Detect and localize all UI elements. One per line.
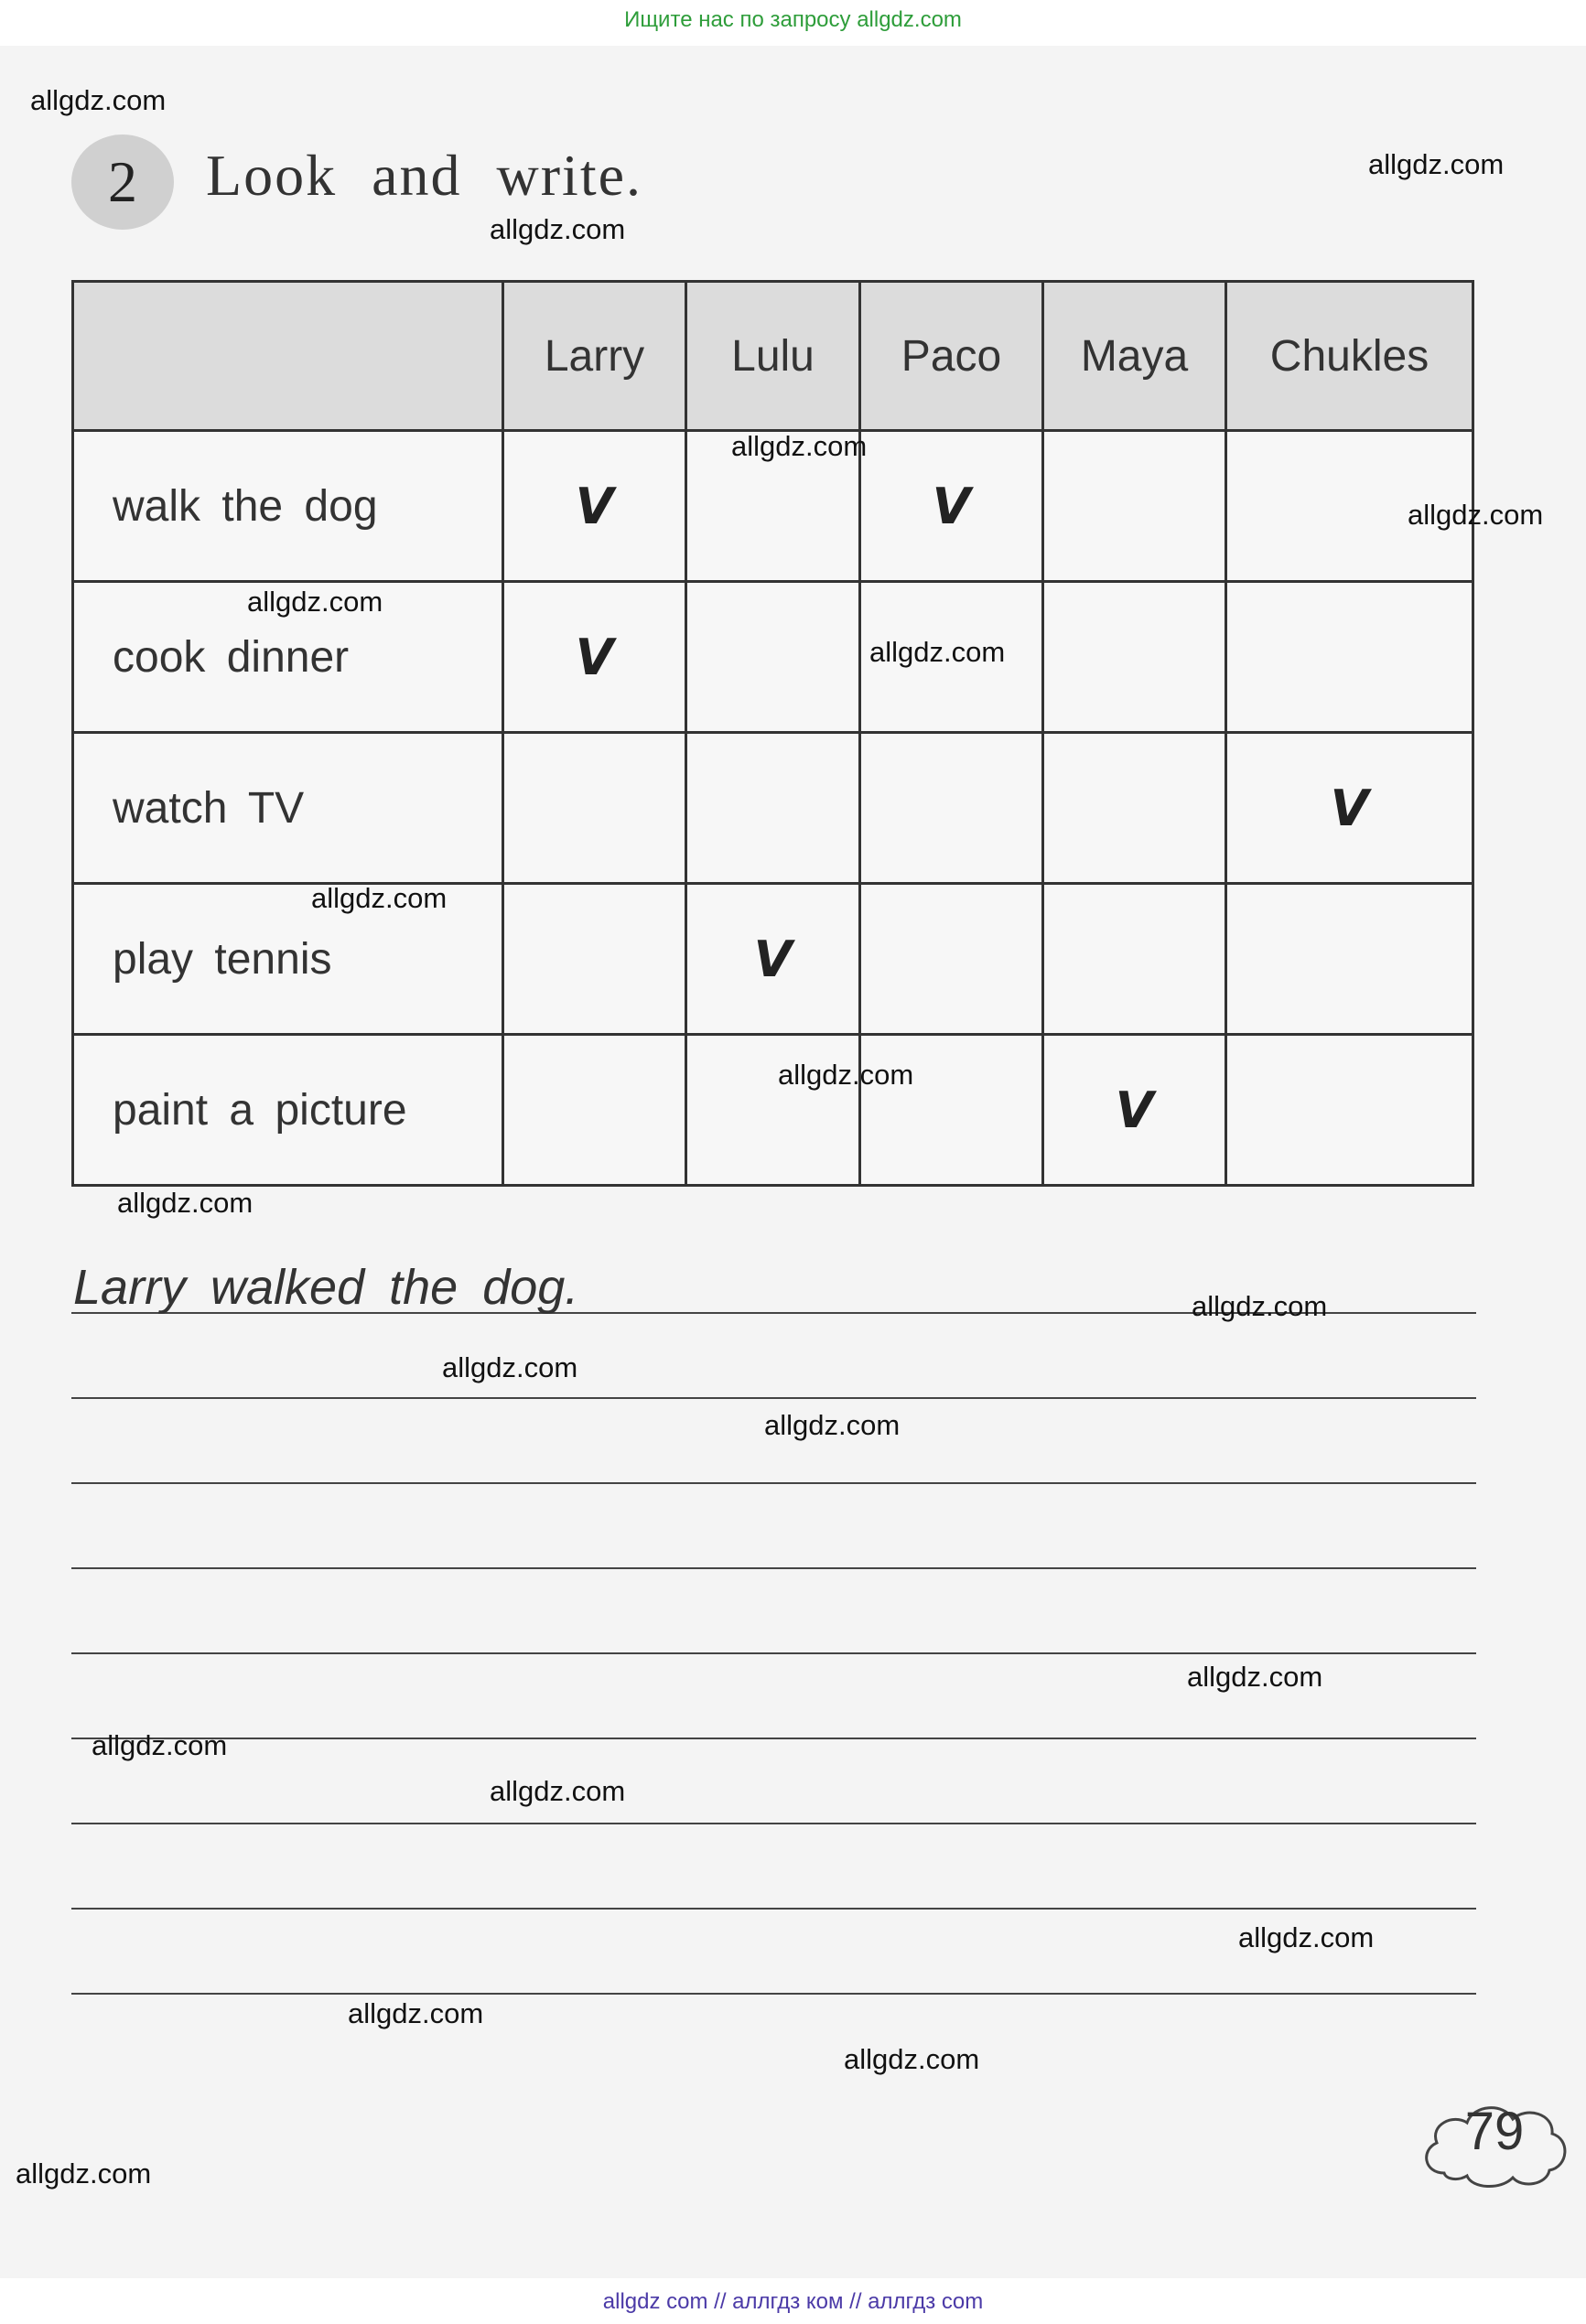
watermark: allgdz.com	[92, 1729, 228, 1761]
watermark: allgdz.com	[1187, 1661, 1323, 1693]
activity-label: walk the dog	[73, 431, 503, 582]
watermark: allgdz.com	[490, 1775, 626, 1807]
column-header: Paco	[860, 282, 1043, 431]
bottom-banner[interactable]: allgdz com // аллгдз ком // аллгдз com	[0, 2280, 1586, 2324]
watermark: allgdz.com	[778, 1059, 914, 1091]
writing-line[interactable]	[71, 1569, 1476, 1654]
writing-line[interactable]	[71, 1739, 1476, 1824]
column-header: Chukles	[1226, 282, 1473, 431]
top-banner[interactable]: Ищите нас по запросу allgdz.com	[0, 0, 1586, 40]
check-mark: V	[575, 477, 614, 535]
check-cell	[860, 884, 1043, 1035]
check-cell	[1043, 431, 1226, 582]
column-header: Maya	[1043, 282, 1226, 431]
watermark: allgdz.com	[844, 2043, 980, 2075]
check-cell	[1043, 884, 1226, 1035]
watermark: allgdz.com	[1408, 499, 1544, 531]
example-sentence: Larry walked the dog.	[73, 1260, 579, 1315]
check-cell	[860, 1035, 1043, 1186]
watermark: allgdz.com	[348, 1997, 484, 2029]
watermark: allgdz.com	[30, 84, 167, 116]
column-header: Lulu	[686, 282, 860, 431]
check-cell	[1043, 1035, 1226, 1186]
page-number: 79	[1464, 2102, 1525, 2161]
table-header-row	[73, 282, 1473, 431]
watermark: allgdz.com	[1238, 1921, 1375, 1953]
activity-label: watch TV	[73, 733, 503, 884]
watermark: allgdz.com	[490, 213, 626, 245]
activity-table	[71, 280, 1474, 1187]
check-cell	[686, 582, 860, 733]
activity-label: paint a picture	[73, 1035, 503, 1186]
watermark: allgdz.com	[869, 636, 1006, 668]
check-cell	[686, 1035, 860, 1186]
check-cell	[860, 733, 1043, 884]
header-blank-cell	[73, 282, 503, 431]
check-cell	[1226, 733, 1473, 884]
activity-label: cook dinner	[73, 582, 503, 733]
table-row	[73, 1035, 1473, 1186]
check-cell	[686, 733, 860, 884]
column-header: Larry	[503, 282, 686, 431]
check-cell	[503, 884, 686, 1035]
watermark: allgdz.com	[311, 882, 448, 914]
check-cell	[1043, 733, 1226, 884]
writing-lines	[71, 1229, 1476, 1995]
watermark: allgdz.com	[1368, 148, 1505, 180]
check-cell	[503, 733, 686, 884]
watermark: allgdz.com	[117, 1187, 254, 1219]
writing-line[interactable]	[71, 1824, 1476, 1910]
check-cell	[1226, 1035, 1473, 1186]
check-cell	[503, 431, 686, 582]
watermark: allgdz.com	[1192, 1290, 1328, 1322]
check-cell	[1043, 582, 1226, 733]
check-mark: V	[575, 628, 614, 686]
watermark: allgdz.com	[247, 586, 383, 618]
table-row	[73, 884, 1473, 1035]
exercise-number-badge: 2	[71, 134, 174, 230]
check-mark: V	[753, 930, 793, 988]
check-mark: V	[1115, 1081, 1154, 1139]
check-cell	[1226, 884, 1473, 1035]
check-mark: V	[932, 477, 971, 535]
table-row	[73, 733, 1473, 884]
check-cell	[503, 1035, 686, 1186]
watermark: allgdz.com	[442, 1351, 578, 1383]
check-mark: V	[1330, 779, 1369, 837]
check-cell	[860, 431, 1043, 582]
check-cell	[686, 884, 860, 1035]
writing-line[interactable]	[71, 1484, 1476, 1569]
watermark: allgdz.com	[16, 2157, 152, 2190]
writing-line[interactable]	[71, 1314, 1476, 1399]
watermark: allgdz.com	[764, 1409, 901, 1441]
check-cell	[503, 582, 686, 733]
watermark: allgdz.com	[731, 430, 868, 462]
activity-label: play tennis	[73, 884, 503, 1035]
exercise-title: Look and write.	[206, 143, 642, 208]
check-cell	[1226, 582, 1473, 733]
